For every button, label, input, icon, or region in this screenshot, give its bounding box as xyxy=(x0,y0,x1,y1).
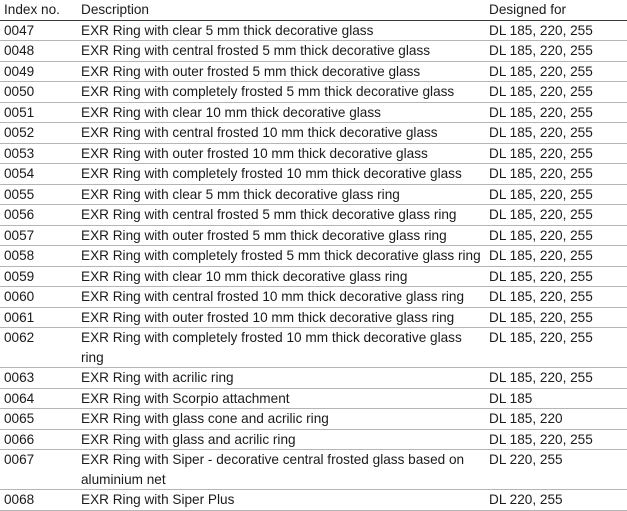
cell-description: EXR Ring with Siper - decorative central frosted glass based on aluminium net xyxy=(77,450,485,490)
cell-index: 0058 xyxy=(0,246,77,267)
cell-designed-for: DL 185, 220, 255 xyxy=(485,20,627,41)
table-row xyxy=(0,266,627,287)
cell-description: EXR Ring with completely frosted 5 mm thick decorative glass xyxy=(77,82,485,103)
table-row xyxy=(0,429,627,450)
cell-index: 0057 xyxy=(0,225,77,246)
cell-description: EXR Ring with acrilic ring xyxy=(77,368,485,389)
cell-designed-for: DL 185, 220, 255 xyxy=(485,266,627,287)
table-row xyxy=(0,225,627,246)
cell-index: 0056 xyxy=(0,205,77,226)
cell-index: 0052 xyxy=(0,123,77,144)
cell-index: 0053 xyxy=(0,143,77,164)
cell-designed-for: DL 185, 220, 255 xyxy=(485,287,627,308)
cell-designed-for: DL 185, 220, 255 xyxy=(485,246,627,267)
cell-designed-for: DL 185, 220, 255 xyxy=(485,143,627,164)
table-row xyxy=(0,164,627,185)
table-row xyxy=(0,368,627,389)
cell-designed-for: DL 185, 220, 255 xyxy=(485,123,627,144)
cell-description: EXR Ring with central frosted 5 mm thick decorative glass ring xyxy=(77,205,485,226)
table-row xyxy=(0,490,627,511)
cell-index: 0047 xyxy=(0,20,77,41)
cell-designed-for: DL 185, 220 xyxy=(485,409,627,430)
cell-index: 0067 xyxy=(0,450,77,490)
cell-index: 0051 xyxy=(0,102,77,123)
table-row xyxy=(0,450,627,490)
table-row xyxy=(0,102,627,123)
cell-description: EXR Ring with Scorpio attachment xyxy=(77,388,485,409)
cell-index: 0062 xyxy=(0,328,77,368)
table-row xyxy=(0,205,627,226)
table-row xyxy=(0,246,627,267)
cell-designed-for: DL 185, 220, 255 xyxy=(485,225,627,246)
cell-index: 0065 xyxy=(0,409,77,430)
table-row xyxy=(0,388,627,409)
cell-index: 0066 xyxy=(0,429,77,450)
cell-description: EXR Ring with outer frosted 10 mm thick decorative glass xyxy=(77,143,485,164)
cell-designed-for: DL 220, 255 xyxy=(485,450,627,490)
cell-description: EXR Ring with Siper Plus xyxy=(77,490,485,511)
cell-index: 0060 xyxy=(0,287,77,308)
cell-designed-for: DL 185 xyxy=(485,388,627,409)
cell-index: 0055 xyxy=(0,184,77,205)
cell-description: EXR Ring with central frosted 5 mm thick decorative glass xyxy=(77,41,485,62)
cell-designed-for: DL 185, 220, 255 xyxy=(485,184,627,205)
table-row xyxy=(0,409,627,430)
cell-description: EXR Ring with completely frosted 10 mm thick decorative glass ring xyxy=(77,328,485,368)
table-row xyxy=(0,328,627,368)
table-row xyxy=(0,20,627,41)
cell-index: 0050 xyxy=(0,82,77,103)
cell-designed-for: DL 185, 220, 255 xyxy=(485,82,627,103)
cell-designed-for: DL 185, 220, 255 xyxy=(485,164,627,185)
cell-designed-for: DL 220, 255 xyxy=(485,490,627,511)
cell-designed-for: DL 185, 220, 255 xyxy=(485,429,627,450)
cell-index: 0049 xyxy=(0,61,77,82)
cell-description: EXR Ring with glass and acrilic ring xyxy=(77,429,485,450)
table-row xyxy=(0,307,627,328)
cell-index: 0061 xyxy=(0,307,77,328)
cell-description: EXR Ring with completely frosted 5 mm thick decorative glass ring xyxy=(77,246,485,267)
cell-index: 0059 xyxy=(0,266,77,287)
header-index: Index no. xyxy=(0,0,77,20)
cell-designed-for: DL 185, 220, 255 xyxy=(485,307,627,328)
cell-description: EXR Ring with central frosted 10 mm thick decorative glass ring xyxy=(77,287,485,308)
table-row xyxy=(0,82,627,103)
table-header xyxy=(0,0,627,20)
table-row xyxy=(0,61,627,82)
table-row xyxy=(0,41,627,62)
cell-description: EXR Ring with clear 5 mm thick decorative glass ring xyxy=(77,184,485,205)
cell-description: EXR Ring with outer frosted 10 mm thick decorative glass ring xyxy=(77,307,485,328)
cell-designed-for: DL 185, 220, 255 xyxy=(485,102,627,123)
cell-description: EXR Ring with completely frosted 10 mm thick decorative glass xyxy=(77,164,485,185)
cell-designed-for: DL 185, 220, 255 xyxy=(485,41,627,62)
cell-description: EXR Ring with clear 10 mm thick decorative glass xyxy=(77,102,485,123)
cell-description: EXR Ring with outer frosted 5 mm thick decorative glass ring xyxy=(77,225,485,246)
cell-index: 0048 xyxy=(0,41,77,62)
cell-description: EXR Ring with central frosted 10 mm thick decorative glass xyxy=(77,123,485,144)
table-body xyxy=(0,20,627,510)
cell-description: EXR Ring with clear 10 mm thick decorative glass ring xyxy=(77,266,485,287)
header-designed-for: Designed for xyxy=(485,0,627,20)
cell-index: 0063 xyxy=(0,368,77,389)
table-row xyxy=(0,287,627,308)
cell-description: EXR Ring with outer frosted 5 mm thick decorative glass xyxy=(77,61,485,82)
cell-designed-for: DL 185, 220, 255 xyxy=(485,61,627,82)
header-description: Description xyxy=(77,0,485,20)
table-row xyxy=(0,123,627,144)
cell-designed-for: DL 185, 220, 255 xyxy=(485,368,627,389)
cell-index: 0068 xyxy=(0,490,77,511)
cell-description: EXR Ring with glass cone and acrilic ring xyxy=(77,409,485,430)
cell-description: EXR Ring with clear 5 mm thick decorative glass xyxy=(77,20,485,41)
cell-index: 0054 xyxy=(0,164,77,185)
cell-index: 0064 xyxy=(0,388,77,409)
table-row xyxy=(0,143,627,164)
table-row xyxy=(0,184,627,205)
header-row xyxy=(0,0,627,20)
cell-designed-for: DL 185, 220, 255 xyxy=(485,328,627,368)
cell-designed-for: DL 185, 220, 255 xyxy=(485,205,627,226)
